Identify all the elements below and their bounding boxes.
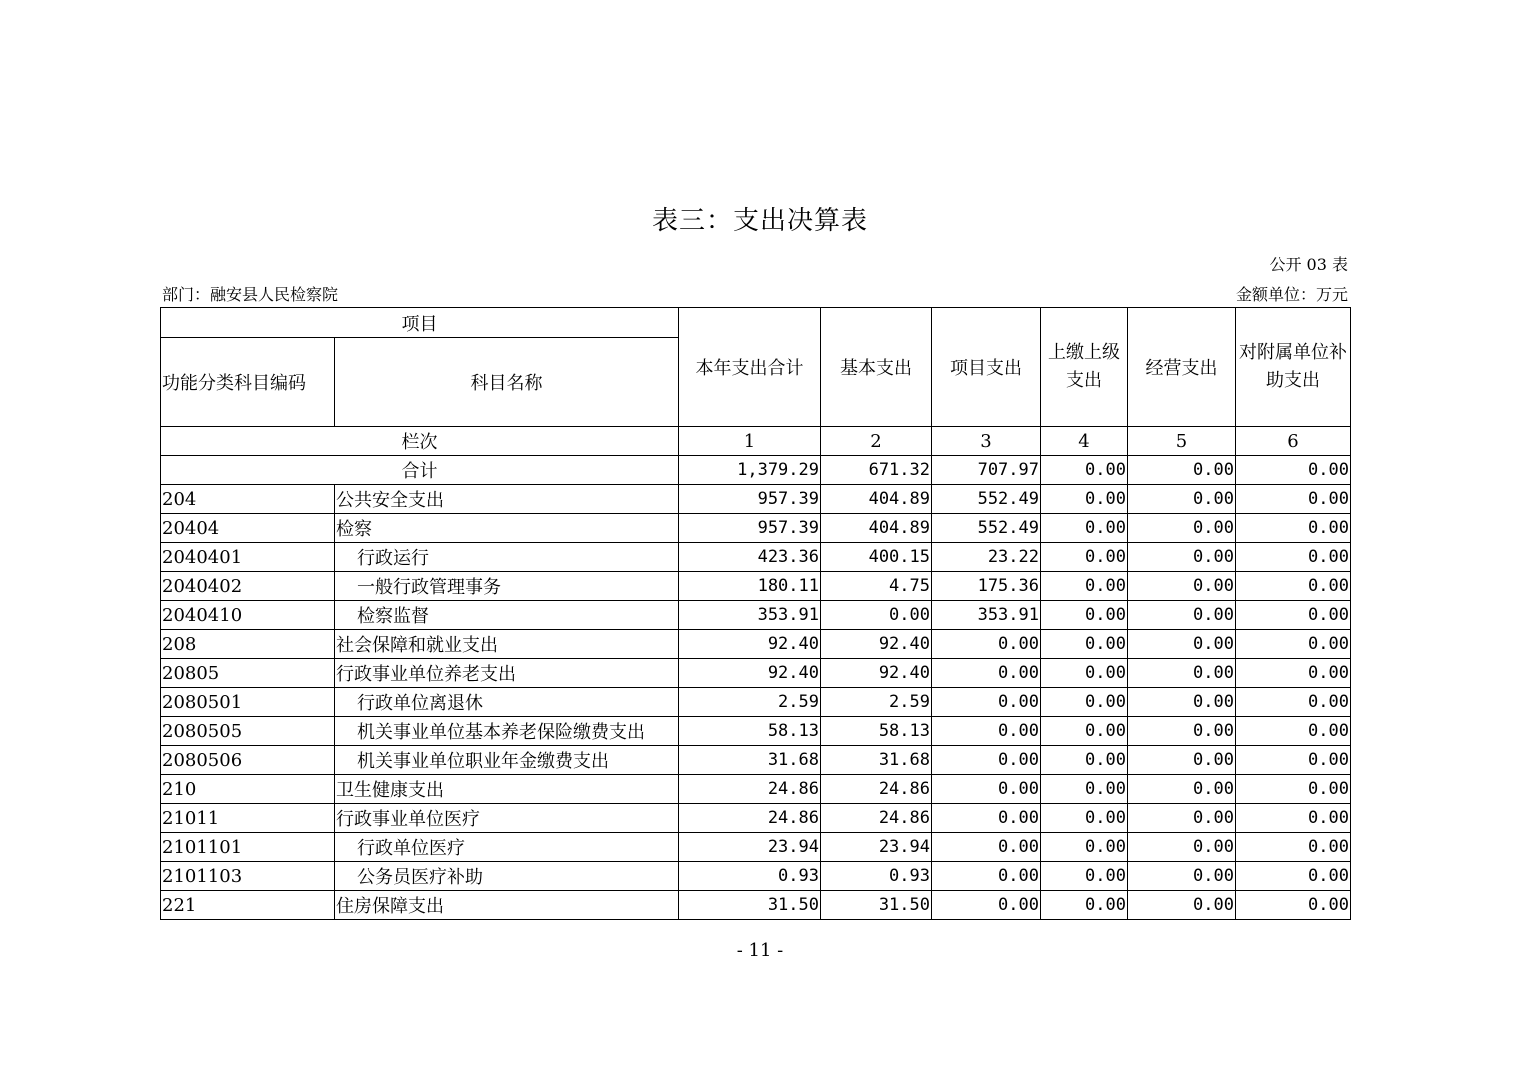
- row-business: 0.00: [1128, 659, 1236, 688]
- row-business: 0.00: [1128, 543, 1236, 572]
- row-project: 0.00: [932, 630, 1041, 659]
- row-name: 行政事业单位医疗: [335, 804, 679, 833]
- header-upper: 上缴上级支出: [1041, 308, 1128, 427]
- row-name: 检察监督: [335, 601, 679, 630]
- row-basic: 23.94: [821, 833, 932, 862]
- row-basic: 24.86: [821, 775, 932, 804]
- row-project: 0.00: [932, 804, 1041, 833]
- row-business: 0.00: [1128, 891, 1236, 920]
- row-basic: 31.68: [821, 746, 932, 775]
- row-project: 353.91: [932, 601, 1041, 630]
- row-upper: 0.00: [1041, 601, 1128, 630]
- table-row: [161, 717, 1351, 746]
- row-name: 社会保障和就业支出: [335, 630, 679, 659]
- row-business: 0.00: [1128, 746, 1236, 775]
- row-business: 0.00: [1128, 804, 1236, 833]
- row-total: 957.39: [679, 514, 821, 543]
- row-name: 行政事业单位养老支出: [335, 659, 679, 688]
- header-name: 科目名称: [335, 338, 679, 427]
- row-basic: 24.86: [821, 804, 932, 833]
- row-business: 0.00: [1128, 862, 1236, 891]
- header-business: 经营支出: [1128, 308, 1236, 427]
- row-subsidy: 0.00: [1236, 572, 1351, 601]
- row-project: 0.00: [932, 688, 1041, 717]
- row-upper: 0.00: [1041, 833, 1128, 862]
- row-total: 957.39: [679, 485, 821, 514]
- row-total: 2.59: [679, 688, 821, 717]
- column-number: 1: [679, 427, 821, 456]
- row-basic: 0.00: [821, 601, 932, 630]
- total-row-basic: 671.32: [821, 456, 932, 485]
- row-code: 2040410: [161, 601, 335, 630]
- row-total: 423.36: [679, 543, 821, 572]
- column-number: 2: [821, 427, 932, 456]
- table-row: [161, 601, 1351, 630]
- column-number: 6: [1236, 427, 1351, 456]
- row-subsidy: 0.00: [1236, 659, 1351, 688]
- row-total: 31.50: [679, 891, 821, 920]
- row-total: 31.68: [679, 746, 821, 775]
- row-project: 552.49: [932, 485, 1041, 514]
- table-row: [161, 659, 1351, 688]
- row-basic: 4.75: [821, 572, 932, 601]
- row-subsidy: 0.00: [1236, 543, 1351, 572]
- row-basic: 404.89: [821, 514, 932, 543]
- row-project: 0.00: [932, 833, 1041, 862]
- row-upper: 0.00: [1041, 717, 1128, 746]
- row-business: 0.00: [1128, 688, 1236, 717]
- row-total: 24.86: [679, 775, 821, 804]
- row-business: 0.00: [1128, 775, 1236, 804]
- column-number-label: 栏次: [161, 427, 679, 456]
- row-total: 180.11: [679, 572, 821, 601]
- header-total: 本年支出合计: [679, 308, 821, 427]
- row-subsidy: 0.00: [1236, 630, 1351, 659]
- row-project: 0.00: [932, 862, 1041, 891]
- table-row: [161, 543, 1351, 572]
- row-subsidy: 0.00: [1236, 833, 1351, 862]
- row-subsidy: 0.00: [1236, 746, 1351, 775]
- total-row-total: 1,379.29: [679, 456, 821, 485]
- row-subsidy: 0.00: [1236, 717, 1351, 746]
- table-row: [161, 485, 1351, 514]
- row-code: 20404: [161, 514, 335, 543]
- total-row-upper: 0.00: [1041, 456, 1128, 485]
- total-row-label: 合计: [161, 456, 679, 485]
- row-upper: 0.00: [1041, 572, 1128, 601]
- row-name: 行政单位医疗: [335, 833, 679, 862]
- row-upper: 0.00: [1041, 891, 1128, 920]
- row-name: 卫生健康支出: [335, 775, 679, 804]
- row-project: 0.00: [932, 659, 1041, 688]
- row-upper: 0.00: [1041, 862, 1128, 891]
- row-subsidy: 0.00: [1236, 862, 1351, 891]
- row-name: 行政运行: [335, 543, 679, 572]
- row-total: 92.40: [679, 659, 821, 688]
- row-name: 一般行政管理事务: [335, 572, 679, 601]
- row-project: 23.22: [932, 543, 1041, 572]
- row-code: 2040401: [161, 543, 335, 572]
- table-row: [161, 572, 1351, 601]
- table-row: [161, 514, 1351, 543]
- total-row-subsidy: 0.00: [1236, 456, 1351, 485]
- row-basic: 404.89: [821, 485, 932, 514]
- row-business: 0.00: [1128, 833, 1236, 862]
- row-code: 20805: [161, 659, 335, 688]
- row-project: 0.00: [932, 746, 1041, 775]
- table-row: [161, 804, 1351, 833]
- row-code: 2080501: [161, 688, 335, 717]
- row-upper: 0.00: [1041, 775, 1128, 804]
- column-number: 3: [932, 427, 1041, 456]
- row-name: 公共安全支出: [335, 485, 679, 514]
- row-subsidy: 0.00: [1236, 775, 1351, 804]
- department-label: 部门：融安县人民检察院: [162, 285, 339, 304]
- page-title: 表三：支出决算表: [651, 206, 868, 236]
- total-row-business: 0.00: [1128, 456, 1236, 485]
- row-project: 0.00: [932, 891, 1041, 920]
- row-total: 58.13: [679, 717, 821, 746]
- column-number: 5: [1128, 427, 1236, 456]
- row-business: 0.00: [1128, 572, 1236, 601]
- row-subsidy: 0.00: [1236, 485, 1351, 514]
- table-row: [161, 746, 1351, 775]
- expenditure-table: [160, 307, 1351, 920]
- row-code: 2040402: [161, 572, 335, 601]
- row-basic: 2.59: [821, 688, 932, 717]
- row-upper: 0.00: [1041, 630, 1128, 659]
- row-basic: 92.40: [821, 659, 932, 688]
- row-code: 21011: [161, 804, 335, 833]
- table-row: [161, 833, 1351, 862]
- row-basic: 31.50: [821, 891, 932, 920]
- row-upper: 0.00: [1041, 746, 1128, 775]
- row-project: 0.00: [932, 717, 1041, 746]
- row-business: 0.00: [1128, 485, 1236, 514]
- row-code: 2080506: [161, 746, 335, 775]
- row-name: 公务员医疗补助: [335, 862, 679, 891]
- row-subsidy: 0.00: [1236, 601, 1351, 630]
- row-basic: 58.13: [821, 717, 932, 746]
- table-row: [161, 775, 1351, 804]
- row-name: 机关事业单位职业年金缴费支出: [335, 746, 679, 775]
- row-subsidy: 0.00: [1236, 804, 1351, 833]
- row-upper: 0.00: [1041, 514, 1128, 543]
- header-basic: 基本支出: [821, 308, 932, 427]
- row-total: 353.91: [679, 601, 821, 630]
- row-business: 0.00: [1128, 514, 1236, 543]
- row-upper: 0.00: [1041, 543, 1128, 572]
- header-project: 项目支出: [932, 308, 1041, 427]
- row-code: 210: [161, 775, 335, 804]
- row-business: 0.00: [1128, 717, 1236, 746]
- row-total: 23.94: [679, 833, 821, 862]
- row-business: 0.00: [1128, 601, 1236, 630]
- row-total: 92.40: [679, 630, 821, 659]
- column-number: 4: [1041, 427, 1128, 456]
- row-project: 175.36: [932, 572, 1041, 601]
- row-name: 检察: [335, 514, 679, 543]
- row-upper: 0.00: [1041, 804, 1128, 833]
- row-code: 208: [161, 630, 335, 659]
- row-name: 住房保障支出: [335, 891, 679, 920]
- row-basic: 0.93: [821, 862, 932, 891]
- table-body: [161, 485, 1351, 920]
- row-name: 机关事业单位基本养老保险缴费支出: [335, 717, 679, 746]
- row-subsidy: 0.00: [1236, 891, 1351, 920]
- table-row: [161, 862, 1351, 891]
- table-row: [161, 688, 1351, 717]
- row-name: 行政单位离退休: [335, 688, 679, 717]
- row-project: 0.00: [932, 775, 1041, 804]
- amount-unit-label: 金额单位：万元: [1235, 285, 1348, 304]
- row-code: 204: [161, 485, 335, 514]
- row-upper: 0.00: [1041, 659, 1128, 688]
- total-row-project: 707.97: [932, 456, 1041, 485]
- row-upper: 0.00: [1041, 688, 1128, 717]
- row-project: 552.49: [932, 514, 1041, 543]
- row-code: 221: [161, 891, 335, 920]
- row-code: 2080505: [161, 717, 335, 746]
- header-item: 项目: [161, 308, 679, 338]
- row-subsidy: 0.00: [1236, 688, 1351, 717]
- row-code: 2101101: [161, 833, 335, 862]
- row-basic: 400.15: [821, 543, 932, 572]
- page-number: - 11 -: [736, 940, 784, 961]
- header-code: 功能分类科目编码: [161, 338, 335, 427]
- row-upper: 0.00: [1041, 485, 1128, 514]
- row-business: 0.00: [1128, 630, 1236, 659]
- table-row: [161, 630, 1351, 659]
- header-subsidy: 对附属单位补助支出: [1236, 308, 1351, 427]
- table-row: [161, 891, 1351, 920]
- row-subsidy: 0.00: [1236, 514, 1351, 543]
- form-code: 公开 03 表: [1269, 255, 1348, 274]
- row-code: 2101103: [161, 862, 335, 891]
- row-basic: 92.40: [821, 630, 932, 659]
- row-total: 24.86: [679, 804, 821, 833]
- row-total: 0.93: [679, 862, 821, 891]
